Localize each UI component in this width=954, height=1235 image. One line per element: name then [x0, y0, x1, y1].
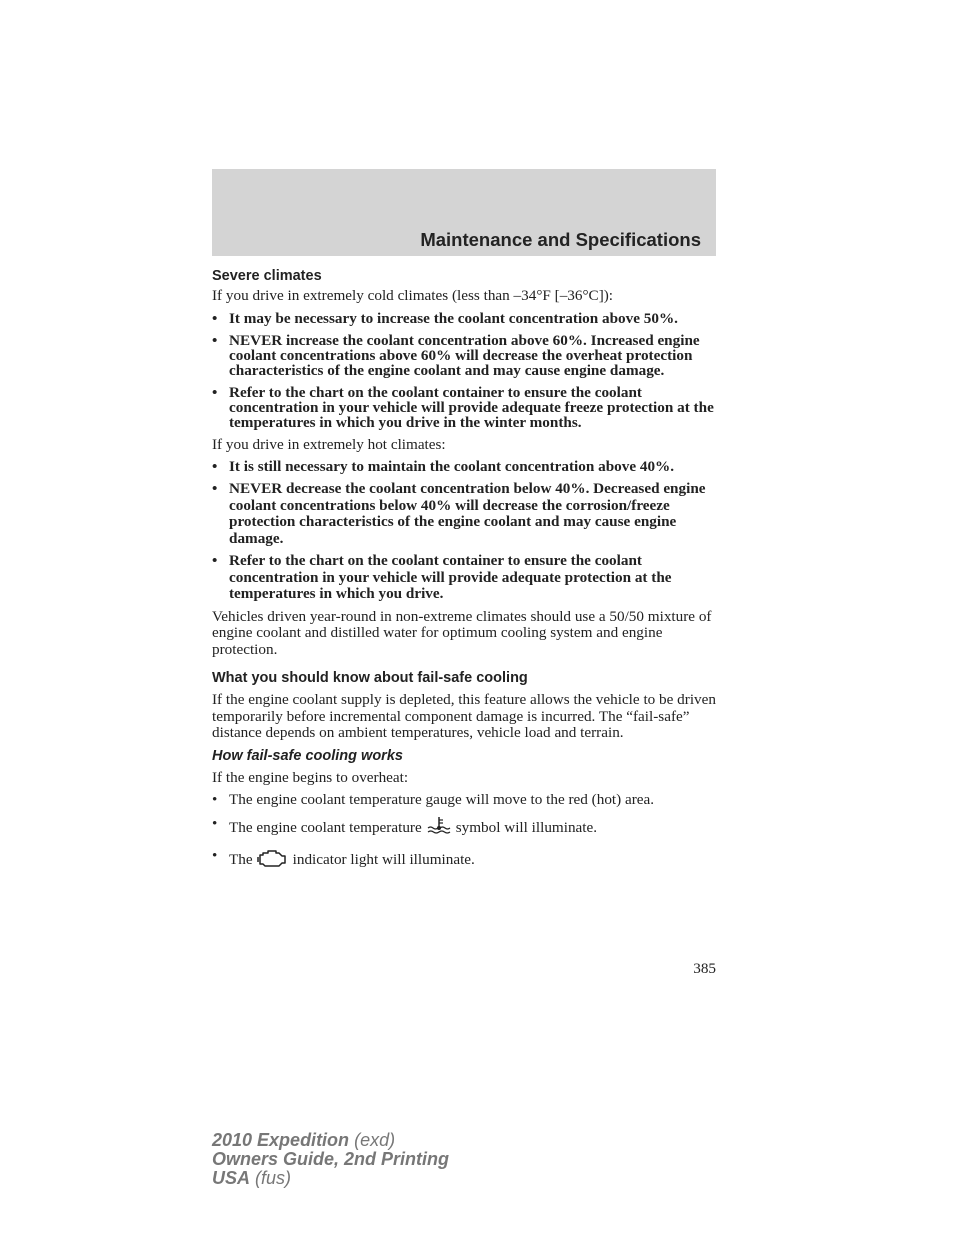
bullet-text-post: indicator light will illuminate. [292, 851, 475, 868]
footer-line-3 [212, 1169, 449, 1188]
footer-market-code: (fus) [255, 1168, 292, 1188]
list-item [212, 848, 716, 872]
fail-safe-paragraph: If the engine coolant supply is depleted, this feature allows the vehicle to be driven temporarily before incremental component damage is incurred. The “fail-safe” distance depends on ambient temperatures, vehicle load and terrain. [212, 691, 716, 741]
list-item: • It is still necessary to maintain the coolant concentration above 40%. [212, 459, 716, 475]
section-header-band [212, 169, 716, 256]
footer [212, 1131, 449, 1188]
non-extreme-paragraph: Vehicles driven year-round in non-extreme climates should use a 50/50 mixture of engine coolant and distilled water for optimum cooling system and engine protection. [212, 607, 712, 658]
hot-climate-list [212, 459, 716, 603]
footer-market: USA [212, 1168, 251, 1188]
footer-model-code: (exd) [354, 1130, 396, 1150]
check-engine-icon [257, 848, 289, 872]
list-item: • Refer to the chart on the coolant container to ensure the coolant concentration in your vehicle will provide adequate protection at the temperatures in which you drive. [212, 553, 716, 603]
cold-climate-intro: If you drive in extremely cold climates (less than –34°F [–36°C]): [212, 287, 614, 304]
cold-climate-list [212, 311, 716, 430]
bullet-text-post: symbol will illuminate. [455, 819, 598, 836]
footer-model: 2010 Expedition [212, 1130, 350, 1150]
list-item: • The engine coolant temperature gauge will move to the red (hot) area. [212, 792, 716, 808]
heading-severe-climates: Severe climates [212, 268, 322, 284]
page-number: 385 [693, 960, 716, 977]
bullet-text-pre: The [229, 851, 253, 868]
list-item: • NEVER increase the coolant concentration above 60%. Increased engine coolant concentrations above 60% will decrease the overheat protection characteristics of the engine coolant and may cause engine damage. [212, 333, 716, 378]
list-item: • It may be necessary to increase the coolant concentration above 50%. [212, 311, 716, 326]
heading-fail-safe: What you should know about fail-safe cooling [212, 670, 528, 686]
overheat-intro: If the engine begins to overheat: [212, 768, 409, 786]
section-title: Maintenance and Specifications [420, 229, 701, 250]
coolant-temperature-icon [426, 816, 452, 840]
list-item: • NEVER decrease the coolant concentration below 40%. Decreased engine coolant concentrations below 40% will decrease the corrosion/freeze protection characteristics of the engine coolant and may cause engine damage. [212, 481, 716, 547]
bullet-text-pre: The engine coolant temperature [229, 819, 422, 836]
hot-climate-intro: If you drive in extremely hot climates: [212, 435, 446, 453]
page-content [212, 266, 716, 872]
list-item [212, 816, 716, 840]
footer-line-2 [212, 1150, 449, 1169]
list-item: • Refer to the chart on the coolant container to ensure the coolant concentration in your vehicle will provide adequate freeze protection at the temperatures in which you drive in the winter months. [212, 385, 716, 430]
footer-line-1 [212, 1131, 449, 1150]
heading-how-fail-safe-works: How fail-safe cooling works [212, 747, 403, 764]
overheat-list [212, 792, 716, 872]
footer-printing: Owners Guide, 2nd Printing [212, 1149, 450, 1169]
